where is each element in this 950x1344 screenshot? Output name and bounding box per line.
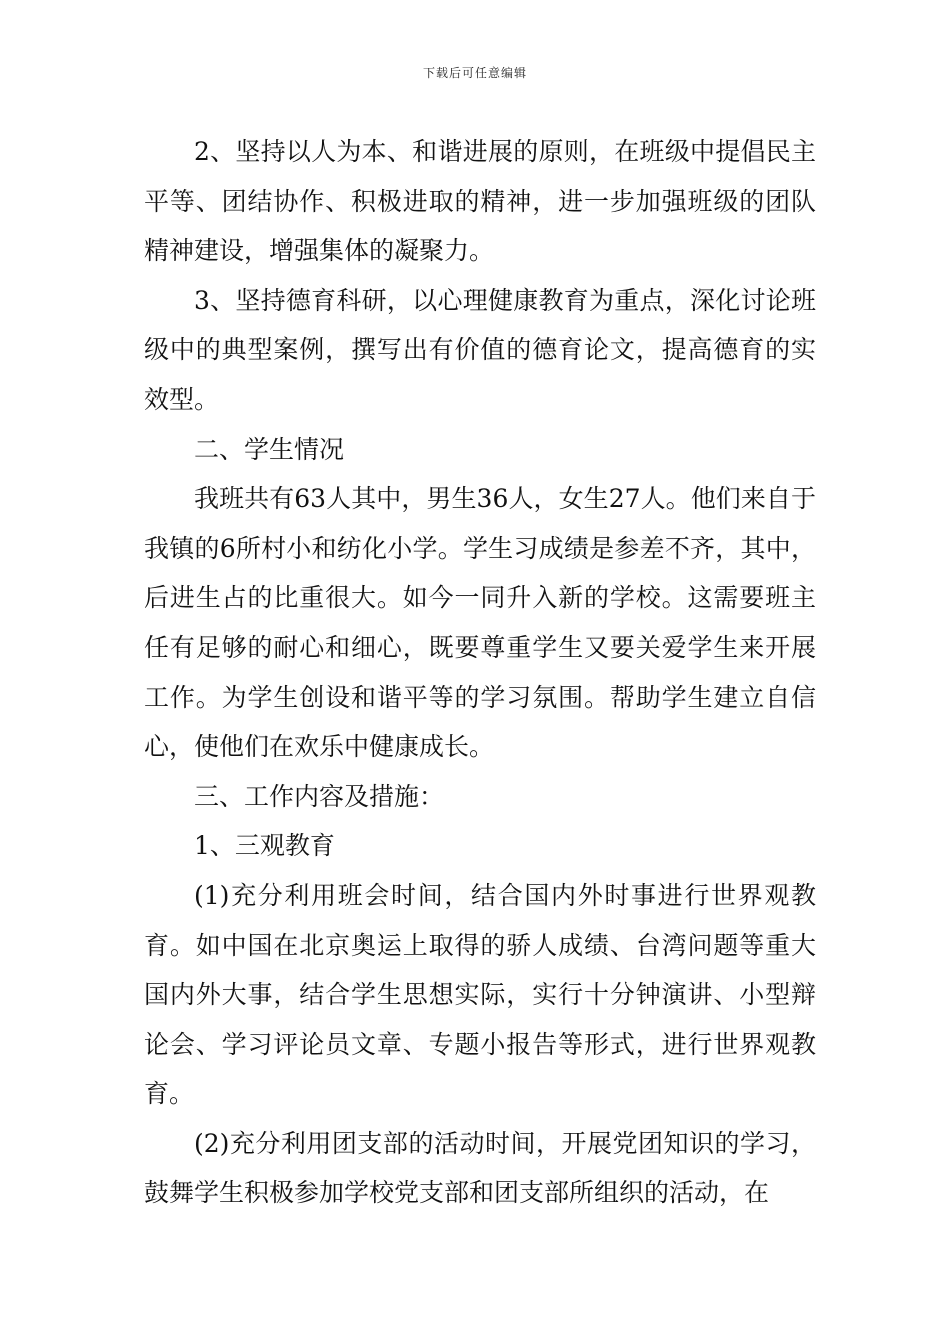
- paragraph-worldview-education: (1)充分利用班会时间，结合国内外时事进行世界观教育。如中国在北京奥运上取得的骄人成绩、台湾问题等重大国内外大事，结合学生思想实际，实行十分钟演讲、小型辩论会、学习评论员文章、专题小报告等形式，进行世界观教育。: [144, 880, 816, 1109]
- paragraph-student-situation: 我班共有63人其中，男生36人，女生27人。他们来自于我镇的6所村小和纺化小学。学生习成绩是参差不齐，其中，后进生占的比重很大。如今一同升入新的学校。这需要班主任有足够的耐心和细心，既要尊重学生又要关爱学生来开展工作。为学生创设和谐平等的学习氛围。帮助学生建立自信心，使他们在欢乐中健康成长。: [144, 484, 816, 762]
- section-heading-students: 二、学生情况: [194, 434, 345, 464]
- section-heading-work-content: 三、工作内容及措施：: [194, 781, 445, 811]
- paragraph-league-activities: (2)充分利用团支部的活动时间，开展党团知识的学习，鼓舞学生积极参加学校党支部和团支部所组织的活动，在: [144, 1128, 816, 1208]
- page-header-note: 下载后可任意编辑: [422, 66, 527, 80]
- subheading-three-views: 1、三观教育: [194, 831, 335, 861]
- paragraph-principle-2: 2、坚持以人为本、和谐进展的原则，在班级中提倡民主平等、团结协作、积极进取的精神，进一步加强班级的团队精神建设，增强集体的凝聚力。: [144, 137, 816, 266]
- paragraph-principle-3: 3、坚持德育科研，以心理健康教育为重点，深化讨论班级中的典型案例，撰写出有价值的德育论文，提高德育的实效型。: [144, 285, 816, 414]
- document-body: [144, 127, 816, 1218]
